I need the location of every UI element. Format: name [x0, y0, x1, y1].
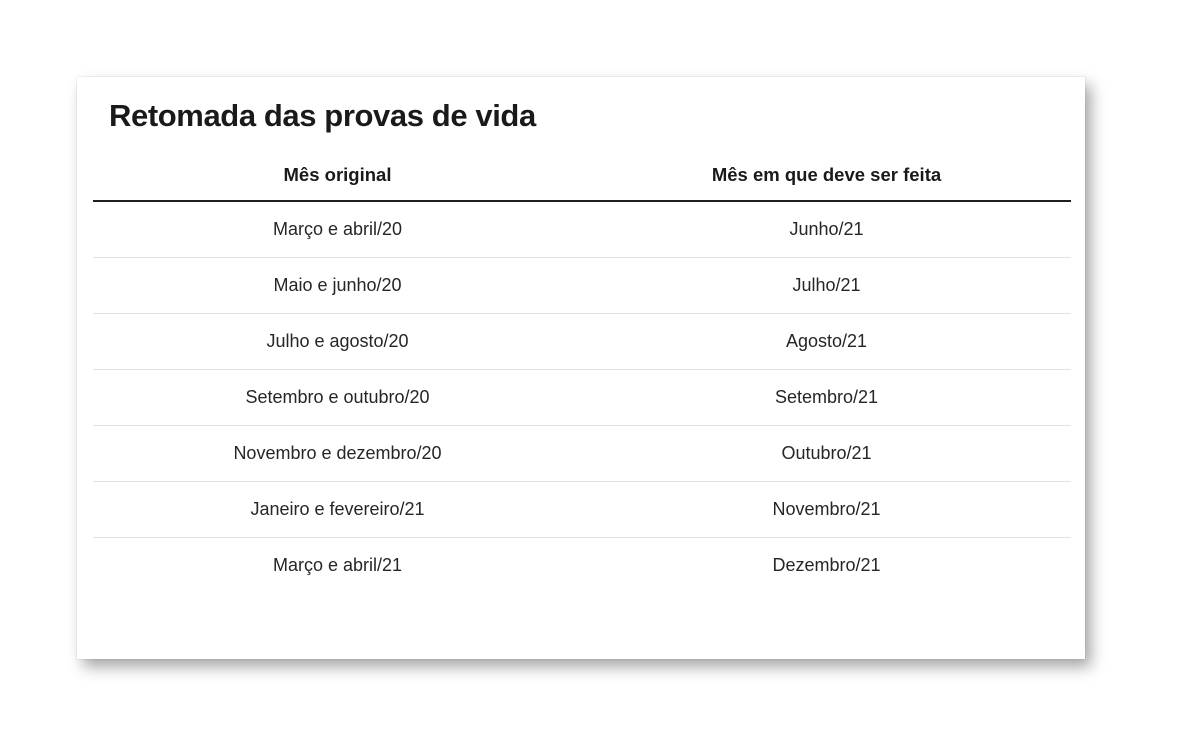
cell-new-month: Agosto/21 — [582, 313, 1071, 369]
cell-original-month: Março e abril/21 — [272, 554, 403, 575]
cell-original-month: Julho e agosto/20 — [93, 313, 582, 369]
table-header-row — [93, 158, 1071, 201]
table-body — [93, 201, 1071, 593]
table-row — [93, 369, 1071, 425]
cell-new-month: Junho/21 — [582, 201, 1071, 258]
cell-original-month: Setembro e outubro/20 — [93, 369, 582, 425]
table-row — [93, 481, 1071, 537]
schedule-table — [93, 158, 1071, 593]
cell-new-month: Novembro/21 — [582, 481, 1071, 537]
cell-new-month: Dezembro/21 — [772, 554, 881, 575]
page-title: Retomada das provas de vida — [109, 98, 536, 133]
column-header-new-month: Mês em que deve ser feita — [582, 158, 1071, 201]
table-row — [93, 537, 1071, 593]
column-header-original-month: Mês original — [93, 158, 582, 201]
cell-new-month: Outubro/21 — [582, 425, 1071, 481]
cell-new-month: Julho/21 — [582, 257, 1071, 313]
cell-new-month: Setembro/21 — [582, 369, 1071, 425]
table-row — [93, 313, 1071, 369]
table-row — [93, 201, 1071, 258]
schedule-card — [77, 77, 1085, 659]
cell-original-month: Março e abril/20 — [93, 201, 582, 258]
cell-original-month: Novembro e dezembro/20 — [93, 425, 582, 481]
table-row — [93, 257, 1071, 313]
cell-original-month: Maio e junho/20 — [93, 257, 582, 313]
table-row — [93, 425, 1071, 481]
cell-original-month: Janeiro e fevereiro/21 — [93, 481, 582, 537]
table-header — [93, 158, 1071, 201]
